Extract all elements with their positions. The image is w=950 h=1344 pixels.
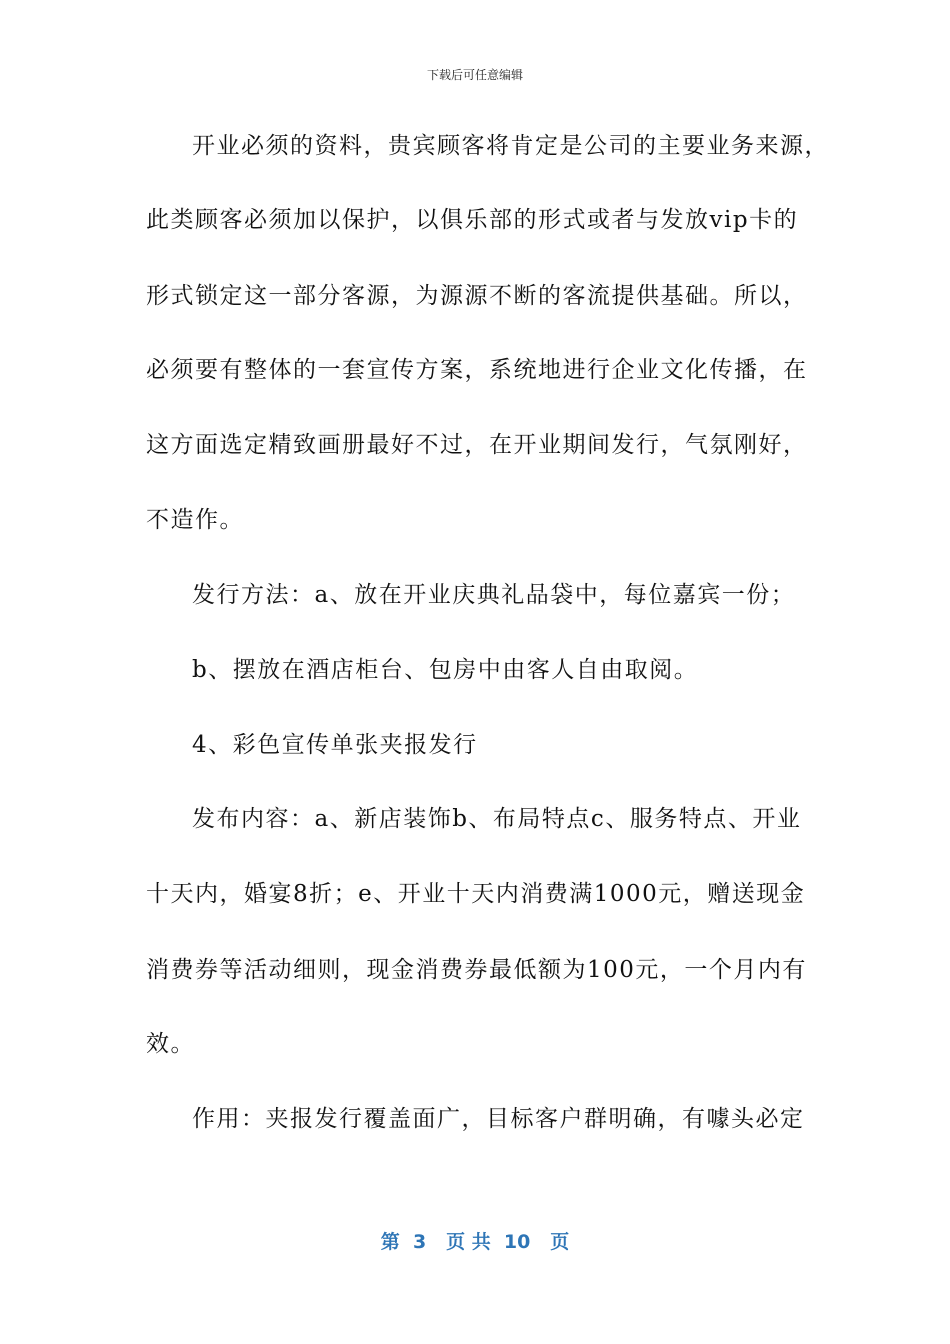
paragraph-line: b、摆放在酒店柜台、包房中由客人自由取阅。 — [192, 657, 699, 683]
header-note: 下载后可任意编辑 — [426, 68, 523, 82]
paragraph-line: 这方面选定精致画册最好不过，在开业期间发行，气氛刚好， — [146, 432, 808, 458]
paragraph-line: 必须要有整体的一套宣传方案，系统地进行企业文化传播，在 — [146, 357, 808, 383]
page-number-footer: 第 3 页 共 10 页 — [380, 1231, 570, 1253]
paragraph-line: 不造作。 — [146, 507, 244, 533]
paragraph-line: 形式锁定这一部分客源，为源源不断的客流提供基础。所以， — [146, 283, 808, 309]
paragraph-line: 开业必须的资料，贵宾顾客将肯定是公司的主要业务来源， — [192, 133, 829, 159]
paragraph-line: 发行方法：a、放在开业庆典礼品袋中，每位嘉宾一份； — [192, 582, 796, 608]
section-heading: 4、彩色宣传单张夹报发行 — [192, 732, 478, 758]
paragraph-line: 发布内容：a、新店装饰b、布局特点c、服务特点、开业 — [192, 806, 802, 832]
paragraph-line: 消费券等活动细则，现金消费券最低额为100元，一个月内有 — [146, 957, 807, 983]
paragraph-line: 此类顾客必须加以保护，以俱乐部的形式或者与发放vip卡的 — [146, 207, 799, 233]
paragraph-line: 效。 — [146, 1031, 195, 1057]
paragraph-line: 作用：夹报发行覆盖面广，目标客户群明确，有噱头必定 — [192, 1106, 805, 1132]
paragraph-line: 十天内，婚宴8折；e、开业十天内消费满1000元，赠送现金 — [146, 881, 806, 907]
